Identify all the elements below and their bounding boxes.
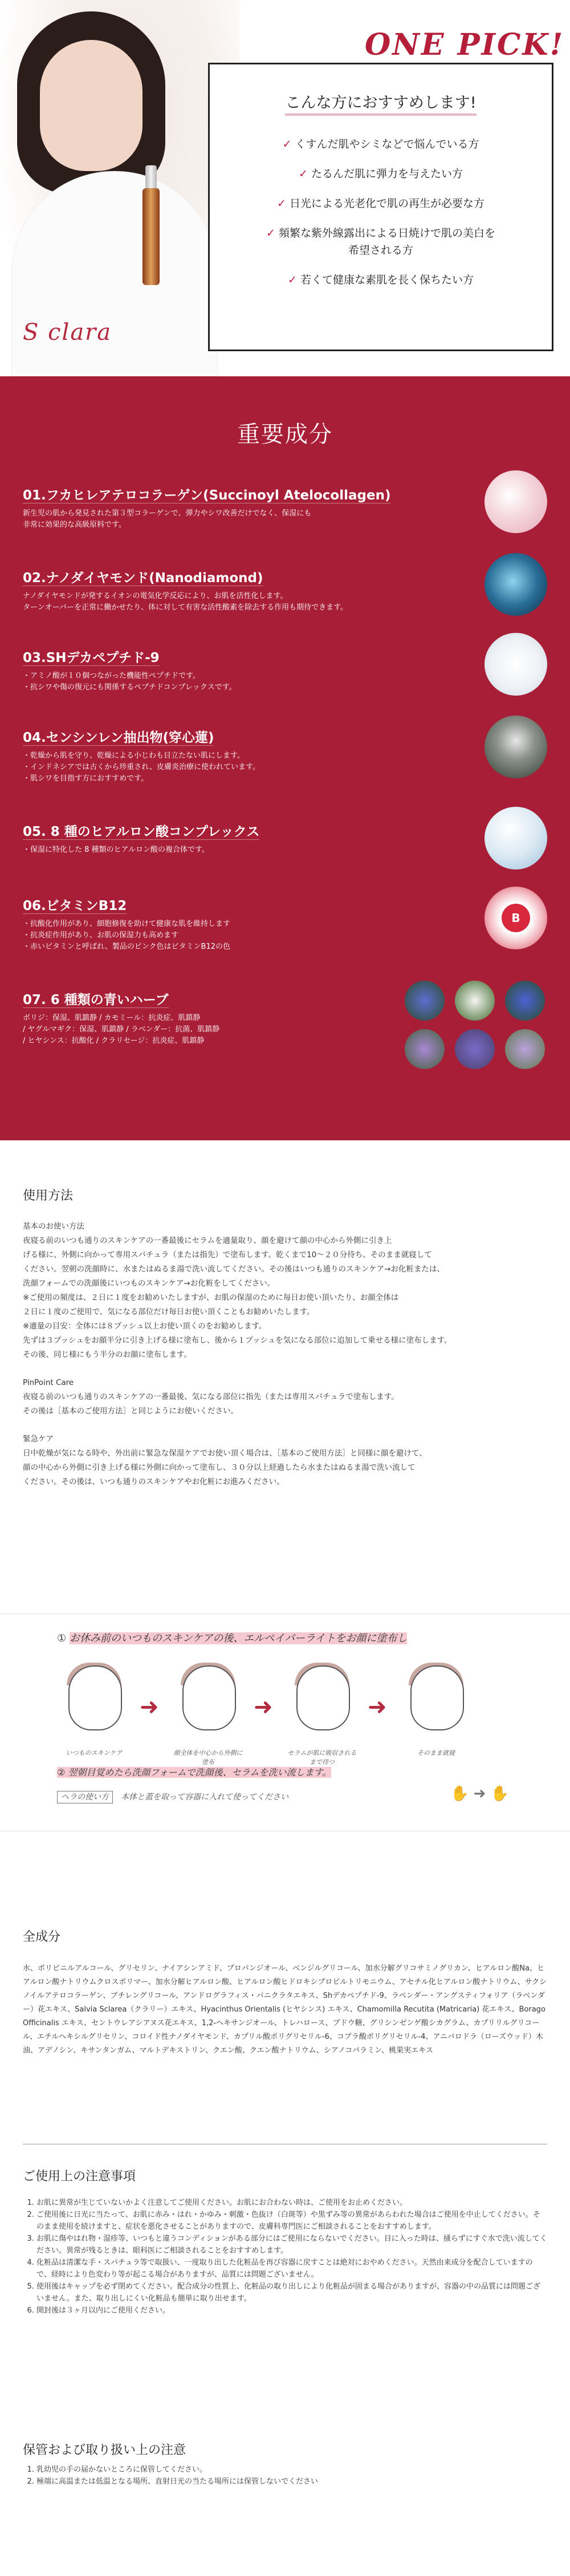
caution-section [23,2167,547,2317]
spatula-tag: ヘラの使い方 [57,1791,113,1803]
ingredient-text: ボリジ：保湿、肌鎮静 / カモミール：抗炎症、肌鎮静 / ヤグルマギク：保湿、肌鎮静 / ラベンダー：抗菌、肌鎮静 / ヒヤシンス：抗酸化 / クラリセージ：抗炎症、肌鎮静 [23,1014,220,1045]
list-item: ✓ 若くて健康な素肌を長く保ちたい方 [288,274,474,286]
usage-line: その後、同じ様にもう半分のお顔に塗布します。 [23,1350,192,1359]
ingredient-text: 新生児の肌から発見された第３型コラーゲンで、弾力やシワ改善だけでなく、保湿にも 非常に効果的な高級原料です。 [23,509,312,529]
ingredient-text: ・乾燥から肌を守り、乾燥による小じわも目立たない肌にします。 ・インドネシアでは古くから珍重され、皮膚炎治療に使われています。 ・肌シワを目指す方におすすめです。 [23,751,260,783]
usage-line: 先ずは３プッシュをお顔半分に引き上げる様に塗布し、後から１プッシュを気になる部位に追加して乗せる様に塗布します。 [23,1336,452,1345]
ingredient-text: ・抗酸化作用があり、細胞修復を助けて健康な肌を維持します ・抗炎症作用があり、お肌の保湿力も高めます ・赤いビタミンと呼ばれ、製品のピンク色はビタミンB12の色 [23,920,231,951]
ingredient-heading: 05. 8 種のヒアルロン酸コンプレックス [23,824,260,839]
step-1-heading: ① お休み前のいつものスキンケアの後、エルペイパーライトをお顔に塗布し [57,1632,408,1644]
basic-usage-label: 基本のお使い方法 [23,1222,84,1231]
usage-line: ください。その後は、いつも通りのスキンケアやお化粧にお進みください。 [23,1477,284,1486]
list-item: ✓ くすんだ肌やシミなどで悩んでいる方 [282,138,479,151]
ingredient-text: ・保湿に特化した 8 種類のヒアルロン酸の複合体です。 [23,846,209,854]
check-icon: ✓ [277,197,286,210]
caution-list [23,2197,547,2317]
plant-extract-image [484,716,547,778]
list-item: ✓ たるんだ肌に弾力を与えたい方 [299,168,463,180]
ingredient-heading: 07. 6 種類の青いハーブ [23,993,169,1007]
list-item: ✓ 日光による光老化で肌の再生が必要な方 [277,197,484,210]
check-icon: ✓ [282,138,292,151]
usage-line: 洗顔フォームでの洗顔後にいつものスキンケア→お化粧をしてください。 [23,1279,275,1288]
full-ingredients-title: 全成分 [23,1930,61,1944]
recommend-heading: こんな方におすすめします! [210,90,552,112]
step-2-heading: ② 翌朝目覚めたら洗顔フォームで洗顔後、セラムを洗い流します。 [57,1767,332,1778]
sketch-face [182,1665,236,1730]
check-icon: ✓ [288,274,297,286]
list-item: ✓ 頻繁な紫外線露出による日焼けで肌の美白を 希望される方 [266,227,495,257]
list-item: 2. ご使用後に日光に当たって、お肌に赤み・はれ・かゆみ・刺激・色抜け（白斑等）や黒ずみ等の異常があらわれた場合はご使用を中止してください。そのまま使用を続けますと、症状を悪化させることがありますので、皮膚科専門医にご相談されることをおすすめします。 [36,2209,547,2233]
sketch-face [68,1665,122,1730]
recommend-box [208,63,553,351]
ingredient-06 [23,895,547,953]
ingredient-text: ・アミノ酸が１０個つながった機能性ペプチドです。 ・抗シワや傷の復元にも関係するペプチドコンプレックスです。 [23,672,237,692]
usage-title: 使用方法 [23,1189,74,1203]
usage-steps-illustration [0,1614,570,1831]
list-item: 6. 開封後は３ヶ月以内にご使用ください。 [36,2305,547,2317]
herb-image [405,1029,445,1069]
sketch-face [296,1665,350,1730]
step-caption: セラムが肌に吸収されるまで待つ [287,1749,357,1766]
b12-badge: B [502,904,530,932]
usage-line: ※適量の目安：全体には８プッシュ以上お使い頂くのをお勧めします。 [23,1322,267,1331]
ingredients-title: 重要成分 [237,421,333,448]
list-item: 5. 使用後はキャップを必ず閉めてください。配合成分の性質上、化粧品の取り出しにより化粧品が固まる場合がありますが、容器の中の品質には問題ございません。また、取り出しにくい化粧品も簡単に取り出せます。 [36,2281,547,2305]
nanodiamond-image [484,553,547,616]
step-illustration [57,1660,131,1745]
herb-image [505,981,545,1021]
sketch-face [410,1665,464,1730]
step-illustration [399,1660,473,1745]
step-illustration [171,1660,245,1745]
storage-title: 保管および取り扱い上の注意 [23,2443,186,2457]
list-item: 4. 化粧品は清潔な手・スパチュラ等で取扱い、一度取り出した化粧品を再び容器に戻すことは絶対におやめください。天然由来成分を配合していますので、経時により色変わり等が起こる場合がありますが、品質には問題ございません。 [36,2257,547,2281]
recommend-list [210,136,552,301]
usage-line: 夜寝る前のいつも通りのスキンケアの一番最後にセラムを適量取り、顔を避けて顔の中心から外側に引き上 [23,1236,392,1245]
ingredient-heading: 02.ナノダイヤモンド(Nanodiamond) [23,571,263,586]
hand-spatula-icon: ✋ ➜ ✋ [450,1785,510,1802]
step-illustration [285,1660,359,1745]
storage-section [23,2440,547,2488]
step-caption: そのまま就寝 [417,1749,455,1757]
photo-face [40,40,142,171]
list-item: 2. 極端に高温または低温となる場所、直射日光の当たる場所には保管しないでください [36,2476,547,2488]
step-caption: いつものスキンケア [66,1749,123,1757]
collagen-image [484,470,547,533]
ingredients-section [0,376,570,1140]
list-item: 1. 乳幼児の手の届かないところに保管してください。 [36,2464,547,2476]
brand-signature: S clara [23,319,112,346]
vitamin-b12-image [484,887,547,949]
check-icon: ✓ [299,168,308,180]
hyaluronic-image [484,807,547,869]
usage-line: げる様に、外側に向かって専用スパチュラ（または指先）で塗布します。乾くまで10〜２０分待ち、そのまま就寝して [23,1250,432,1259]
arrow-right-icon: ➜ [368,1694,387,1720]
usage-line: その後は［基本のご使用方法］と同じようにお使いください。 [23,1407,238,1416]
pinpoint-label: PinPoint Care [23,1378,74,1387]
herb-image [455,1029,495,1069]
one-pick-title: ONE PICK! [365,27,565,62]
usage-line: 夜寝る前のいつも通りのスキンケアの一番最後、気になる部位に指先（または専用スパチュラで塗布します。 [23,1392,399,1401]
ingredient-heading: 06.ビタミンB12 [23,899,127,913]
ingredient-04 [23,727,547,785]
peptide-image [484,633,547,696]
check-icon: ✓ [266,227,275,239]
full-ingredients-text: 水、ポリピニルアルコール、グリセリン、ナイアシンアミド、プロパンジオール、ベンジルグリコール、加水分解グリコサミノグリカン、ヒアルロン酸Na、ヒアルロン酸ナトリウムクロスポリマー、加水分解ヒアルロン酸、ヒアルロン酸ヒドロキシプロピルトリモニウム、アセチル化ヒアルロン酸ナトリウム、サクシノイルアテロコラーゲン、ブチレングリコール、アンドログラフィス・パニクラタエキス、Shデカペプチド-9、ラベンダー・アングスティフォリア（ラベンダー）花エキス、Salvia Sclarea（クラリー）エキス、Hyacinthus Orientalis (ヒヤシンス) エキス、Chamomilla Recutita (Matricaria) 花エキス、Borago Officinalis エキス、セントウレアシアヌス花エキス、1,2-ヘキサンジオール、トレハロース、ブドウ糖、グリシンゼンゲ酸シカグラム、カプリリルグリコール、エチルヘキシルグリセリン、コロイド性ナノダイヤモンド、カプリル酸ポリグリセリル-6、コブラ酸ポリグリセリル-4、アニバロドラ（ローズウッド）木油、アデノシン、キサンタンガム、マルトデキストリン、クエン酸、クエン酸ナトリウム、シアノコバラミン、桃果実エキス [23,1964,547,2055]
ingredient-heading: 04.センシンレン抽出物(穿心蓮) [23,730,214,745]
ingredient-02 [23,567,547,613]
usage-line: 顔の中心から外側に引き上げる様に外側に向かって塗布し、３０分以上経過したら水またはぬるま湯で洗い流して [23,1463,416,1472]
step-caption: 顔全体を中心から外側に塗布 [173,1749,243,1766]
herb-image [505,1029,545,1069]
herb-image [455,981,495,1021]
arrow-right-icon: ➜ [254,1694,273,1720]
list-item: 1. お肌に異常が生じていないかよく注意してご使用ください。お肌にお合わない時は、ご使用をお止めください。 [36,2197,547,2209]
usage-line: 日中乾燥が気になる時や、外出前に緊急な保湿ケアでお使い頂く場合は、［基本のご使用方法］と同様に顔を避けて、 [23,1449,427,1458]
usage-line: ください。翌朝の洗顔時に、水またはぬるま湯で洗い流してください。その後はいつも通りのスキンケア→お化粧または、 [23,1265,445,1274]
spatula-usage: ヘラの使い方 本体と蓋を取って容器に入れて使ってください [57,1791,288,1802]
herbs-gallery [405,981,547,1072]
hero-section [0,0,570,376]
usage-line: ※ご使用の頻度は、２日に１度をお勧めいたしますが、お肌の保湿のために毎日お使い頂いたり、お顔全体は [23,1293,399,1302]
storage-list [23,2464,547,2488]
bottle-cap [145,165,157,189]
ingredient-heading: 03.SHデカペプチド-9 [23,651,160,665]
ingredient-01 [23,485,547,531]
ingredient-text: ナノダイヤモンドが発するイオンの電気化学反応により、お肌を活性化します。 ターンオーバーを正常に働かせたり、体に対して有害な活性酸素を除去する作用も期待できます。 [23,592,348,612]
usage-section [23,1186,547,1489]
arrow-right-icon: ➜ [140,1694,159,1720]
ingredient-03 [23,647,547,693]
ingredient-heading: 01.フカヒレアテロコラーゲン(Succinoyl Atelocollagen) [23,488,391,503]
full-ingredients-section [23,1927,547,2058]
product-bottle [142,188,160,285]
herb-image [405,981,445,1021]
emergency-label: 緊急ケア [23,1435,54,1444]
caution-title: ご使用上の注意事項 [23,2169,136,2184]
photo-body [11,171,218,376]
list-item: 3. お肌に傷やはれ物・湿疹等、いつもと違うコンディションがある部分にはご使用にならないでください。目に入った時は、掻らずにすぐ水で洗い流してください。異常が残るときは、眼科医にご相談されることをおすすめします。 [36,2233,547,2257]
usage-line: ２日に１度のご使用で、気になる部位だけ毎日お使い頂くこともお勧めいたします。 [23,1307,315,1317]
ingredient-05 [23,821,547,856]
ingredient-07 [23,989,547,1047]
